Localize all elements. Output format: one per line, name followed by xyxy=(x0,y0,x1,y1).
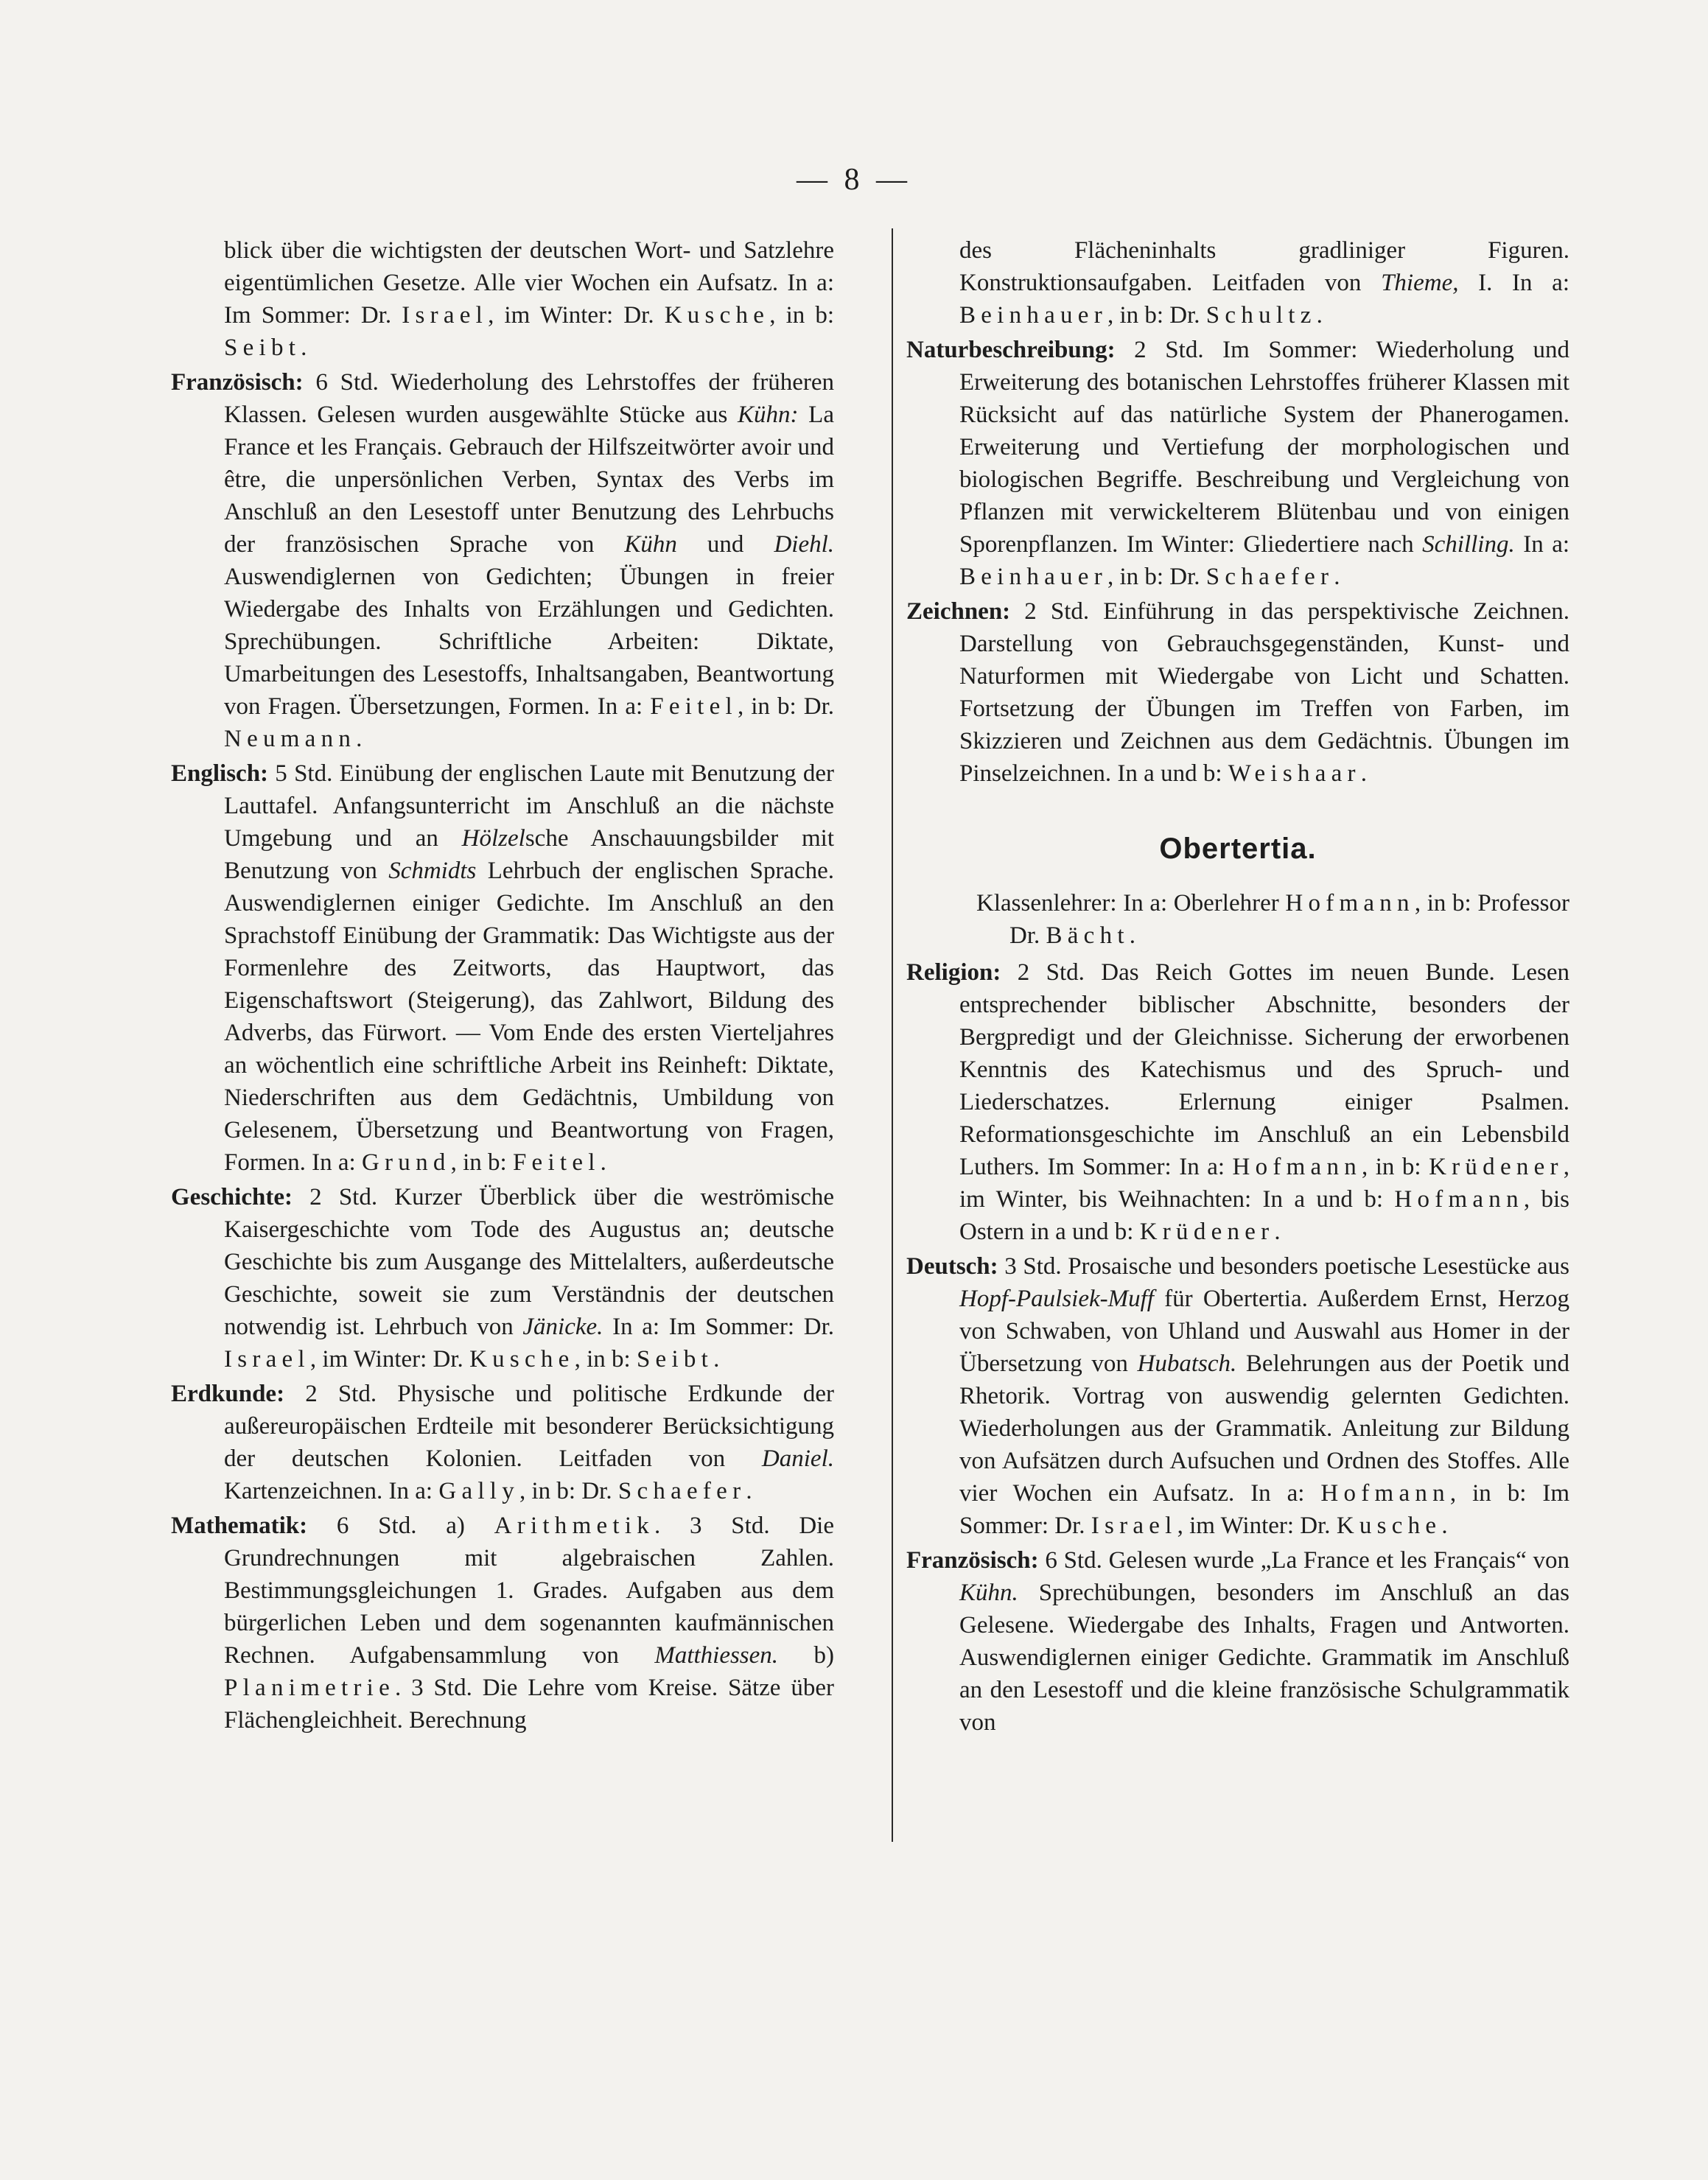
subject-franzoesisch-obertertia: Französisch: 6 Std. Gelesen wurde „La France et les Français“ von Kühn. Sprechübungen, besonders im Anschluß an das Gelesene. Wiedergabe des Inhalts, Fragen und Antworten. Auswendiglernen einiger Gedichte. Grammatik im Anschluß an den Lesestoff und die kleine französische Schulgrammatik von xyxy=(906,1547,1569,1736)
subject-zeichnen: Zeichnen: 2 Std. Einführung in das perspektivische Zeichnen. Darstellung von Gebrauchsgegenständen, Kunst- und Naturformen mit Wiedergabe von Licht und Schatten. Fortsetzung der Übungen im Treffen von Farben, im Skizzieren und Zeichnen aus dem Gedächtnis. Übungen im Pinselzeichnen. In a und b: Weishaar. xyxy=(906,598,1569,787)
subject-erdkunde: Erdkunde: 2 Std. Physische und politische Erdkunde der außereuropäischen Erdteile mit besonderer Berücksichtigung der deutschen Kolonien. Leitfaden von Daniel. Kartenzeichnen. In a: Gally, in b: Dr. Schaefer. xyxy=(171,1381,834,1504)
section-title-obertertia: Obertertia. xyxy=(1159,833,1317,865)
subject-englisch: Englisch: 5 Std. Einübung der englischen Laute mit Benutzung der Lauttafel. Anfangsunterricht im Anschluß an die nächste Umgebung und an Hölzelsche Anschauungsbilder mit Benutzung von Schmidts Lehrbuch der englischen Sprache. Auswendiglernen einiger Gedichte. Im Anschluß an den Sprachstoff Einübung der Grammatik: Das Wichtigste aus der Formenlehre des Zeitworts, das Hauptwort, das Eigenschaftswort (Steigerung), das Zahlwort, Bildung des Adverbs, das Fürwort. — Vom Ende des ersten Vierteljahres an wöchentlich eine schriftliche Arbeit ins Reinheft: Diktate, Niederschriften aus dem Gedächtnis, Umbildung von Gelesenem, Übersetzung und Beantwortung von Fragen, Formen. In a: Grund, in b: Feitel. xyxy=(171,760,835,1176)
subject-deutsch: Deutsch: 3 Std. Prosaische und besonders poetische Lesestücke aus Hopf-Paulsiek-Muff für Obertertia. Außerdem Ernst, Herzog von Schwaben, von Uhland und Auswahl aus Homer in der Übersetzung von Hubatsch. Belehrungen aus der Poetik und Rhetorik. Vortrag von auswendig gelernten Gedichten. Wiederholungen aus der Grammatik. Anleitung zur Bildung von Aufsätzen durch Aufsuchen und Ordnen des Stoffes. Alle vier Wochen ein Aufsatz. In a: Hofmann, in b: Im Sommer: Dr. Israel, im Winter: Dr. Kusche. xyxy=(906,1253,1569,1539)
subject-mathematik: Mathematik: 6 Std. a) Arithmetik. 3 Std. Die Grundrechnungen mit algebraischen Zahlen. Bestimmungsgleichungen 1. Grades. Aufgaben aus dem bürgerlichen Leben und dem sogenannten kaufmännischen Rechnen. Aufgabensammlung von Matthiessen. b) Planimetrie. 3 Std. Die Lehre vom Kreise. Sätze über Flächengleichheit. Berechnung xyxy=(171,1513,834,1734)
paragraph-continuation: blick über die wichtigsten der deutschen Wort- und Satzlehre eigentümlichen Gesetze. Alle vier Wochen ein Aufsatz. In a: Im Sommer: Dr. Israel, im Winter: Dr. Kusche, in b: Seibt. xyxy=(224,237,835,361)
subject-religion: Religion: 2 Std. Das Reich Gottes im neuen Bunde. Lesen entsprechender biblischer Abschnitte, besonders der Bergpredigt und der Gleichnisse. Sicherung der erworbenen Kenntnis des Katechismus und des Spruch- und Liederschatzes. Erlernung einiger Psalmen. Reformationsgeschichte im Anschluß an ein Lebensbild Luthers. Im Sommer: In a: Hofmann, in b: Krüdener, im Winter, bis Weihnachten: In a und b: Hofmann, bis Ostern in a und b: Krüdener. xyxy=(906,959,1570,1245)
subject-naturbeschreibung: Naturbeschreibung: 2 Std. Im Sommer: Wiederholung und Erweiterung des botanischen Lehrstoffes früherer Klassen mit Rücksicht auf das natürliche System der Phanerogamen. Erweiterung und Vertiefung der morphologischen und biologischen Begriffe. Beschreibung und Vergleichung von Pflanzen mit verwickelterem Blütenbau und von einigen Sporenpflanzen. Im Winter: Gliedertiere nach Schilling. In a: Beinhauer, in b: Dr. Schaefer. xyxy=(906,337,1570,590)
class-teacher: Klassenlehrer: In a: Oberlehrer Hofmann, in b: Professor Dr. Bächt. xyxy=(976,890,1569,949)
column-rule xyxy=(892,228,893,1842)
page-number: — 8 — xyxy=(797,163,911,197)
paragraph-continuation: des Flächeninhalts gradliniger Figuren. Konstruktionsaufgaben. Leitfaden von Thieme, I. In a: Beinhauer, in b: Dr. Schultz. xyxy=(959,237,1569,329)
subject-franzoesisch: Französisch: 6 Std. Wiederholung des Lehrstoffes der früheren Klassen. Gelesen wurden ausgewählte Stücke aus Kühn: La France et les Français. Gebrauch der Hilfszeitwörter avoir und être, die unpersönlichen Verben, Syntax des Verbs im Anschluß an den Lesestoff unter Benutzung des Lehrbuchs der französischen Sprache von Kühn und Diehl. Auswendiglernen von Gedichten; Übungen in freier Wiedergabe des Inhalts von Erzählungen und Gedichten. Sprechübungen. Schriftliche Arbeiten: Diktate, Umarbeitungen des Lesestoffs, Inhaltsangaben, Beantwortung von Fragen. Übersetzungen, Formen. In a: Feitel, in b: Dr. Neumann. xyxy=(171,369,835,752)
subject-geschichte: Geschichte: 2 Std. Kurzer Überblick über die weströmische Kaisergeschichte vom Tode des Augustus an; deutsche Geschichte bis zum Ausgange des Mittelalters, außerdeutsche Geschichte, soweit sie zum Verständnis der deutschen notwendig ist. Lehrbuch von Jänicke. In a: Im Sommer: Dr. Israel, im Winter: Dr. Kusche, in b: Seibt. xyxy=(171,1184,834,1373)
right-column xyxy=(906,234,1569,1741)
left-column xyxy=(171,234,834,1739)
